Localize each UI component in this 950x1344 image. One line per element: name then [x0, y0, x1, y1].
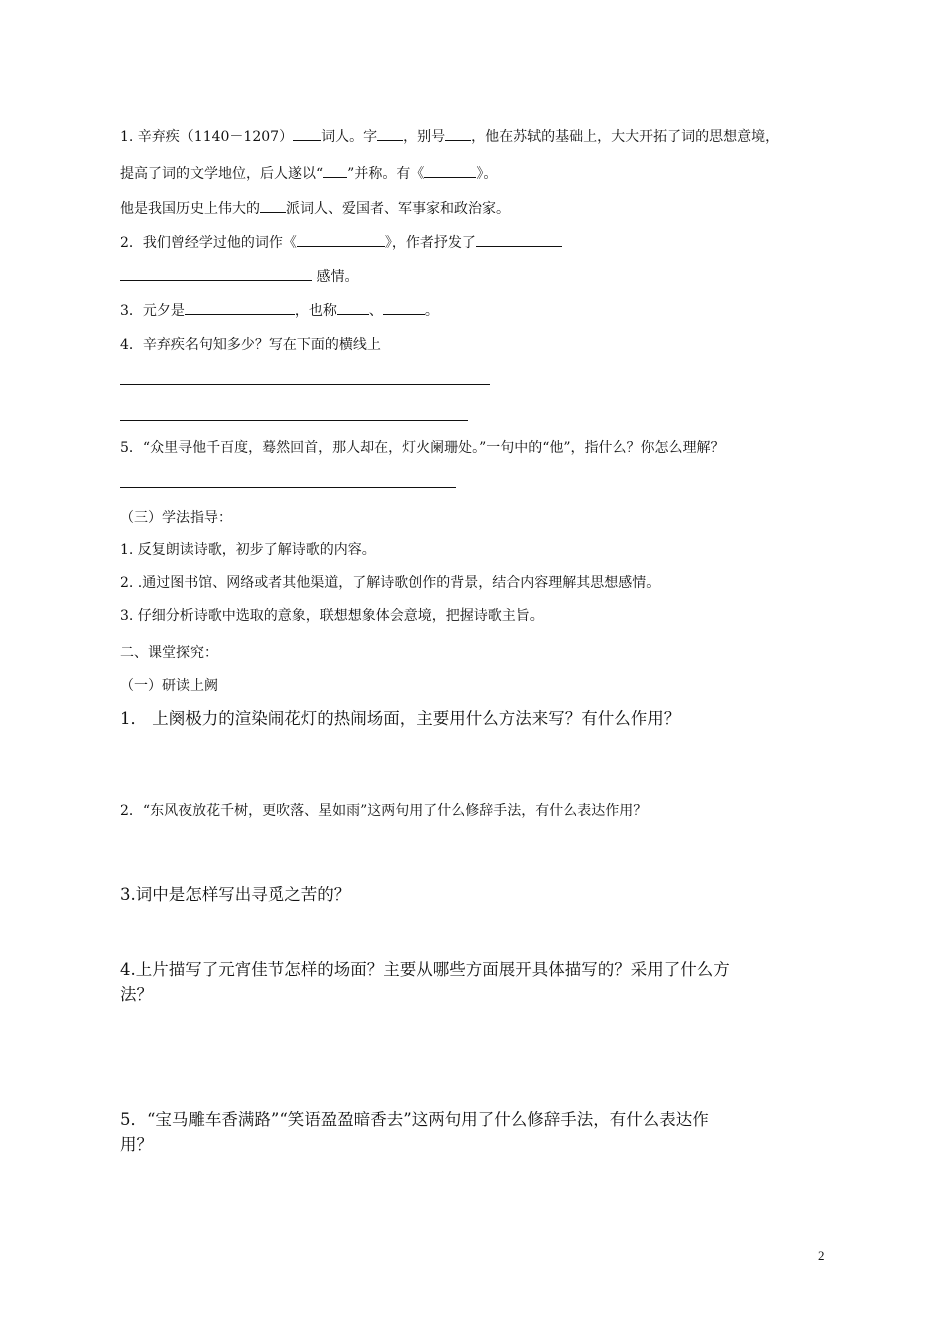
explore-q4-line1: 4.上片描写了元宵佳节怎样的场面？主要从哪些方面展开具体描写的？采用了什么方 [120, 960, 730, 979]
q3-text: 3．元夕是 [120, 303, 185, 319]
answer-line [120, 487, 456, 488]
answer-blank [337, 300, 369, 315]
q1-text: 词人。字 [321, 129, 378, 145]
explore-q4-line2: 法？ [120, 985, 153, 1004]
q3-line [120, 300, 439, 321]
q5-text: 5．“众里寻他千百度，蓦然回首，那人却在，灯火阑珊处。”一句中的“他”，指什么？你怎么理解？ [120, 440, 725, 456]
q4-text: 4．辛弃疾名句知多少？写在下面的横线上 [120, 337, 381, 353]
q1-text: 1. 辛弃疾（1140－1207） [120, 129, 294, 145]
explore-q2: 2．“东风夜放花千树，更吹落、星如雨”这两句用了什么修辞手法，有什么表达作用？ [120, 803, 648, 819]
q1-line2 [120, 163, 497, 184]
explore-q5-line1: 5．“宝马雕车香满路”“笑语盈盈暗香去”这两句用了什么修辞手法，有什么表达作 [120, 1110, 709, 1129]
q3-text: 、 [368, 303, 383, 319]
q1-text: 》。 [476, 166, 498, 182]
q1-text: 他是我国历史上伟大的 [120, 201, 260, 217]
answer-blank [260, 198, 286, 213]
answer-blank [383, 300, 425, 315]
q2-line1 [120, 232, 562, 253]
method-heading: （三）学法指导： [120, 510, 232, 526]
q1-line1 [120, 126, 779, 147]
method-item: 3. 仔细分析诗歌中选取的意象，联想想象体会意境，把握诗歌主旨。 [120, 608, 544, 624]
explore-q5-line2: 用？ [120, 1135, 153, 1154]
page-number: 2 [818, 1248, 825, 1263]
answer-blank [323, 163, 347, 178]
answer-blank [424, 163, 476, 178]
q1-line3 [120, 198, 510, 219]
answer-blank [185, 300, 295, 315]
explore-heading: 二、课堂探究： [120, 645, 218, 661]
q2-line2 [120, 266, 358, 287]
q1-text: ，他在苏轼的基础上，大大开拓了词的思想意境， [471, 129, 780, 145]
q2-text: 感情。 [316, 269, 359, 285]
q3-text: 。 [424, 303, 439, 319]
explore-q1: 1． 上阕极力的渲染闹花灯的热闹场面，主要用什么方法来写？有什么作用？ [120, 709, 681, 728]
answer-blank [293, 126, 321, 141]
q3-text: ，也称 [294, 303, 337, 319]
answer-blank [297, 232, 385, 247]
answer-blank [120, 266, 312, 281]
q1-text: 派词人、爱国者、军事家和政治家。 [286, 201, 510, 217]
q1-text: ，别号 [403, 129, 446, 145]
answer-blank [377, 126, 403, 141]
method-item: 1. 反复朗读诗歌，初步了解诗歌的内容。 [120, 542, 376, 558]
q2-text: 2．我们曾经学过他的词作《 [120, 235, 297, 251]
answer-line [120, 384, 490, 385]
explore-subheading: （一）研读上阙 [120, 678, 218, 694]
explore-q3: 3.词中是怎样写出寻觅之苦的？ [120, 885, 351, 904]
answer-blank [476, 232, 562, 247]
method-item: 2. .通过图书馆、网络或者其他渠道，了解诗歌创作的背景，结合内容理解其思想感情。 [120, 575, 661, 591]
answer-line [120, 420, 468, 421]
answer-blank [445, 126, 471, 141]
q1-text: ”并称。有《 [347, 166, 425, 182]
q1-text: 提高了词的文学地位，后人遂以“ [120, 166, 324, 182]
q2-text: 》，作者抒发了 [384, 235, 476, 251]
